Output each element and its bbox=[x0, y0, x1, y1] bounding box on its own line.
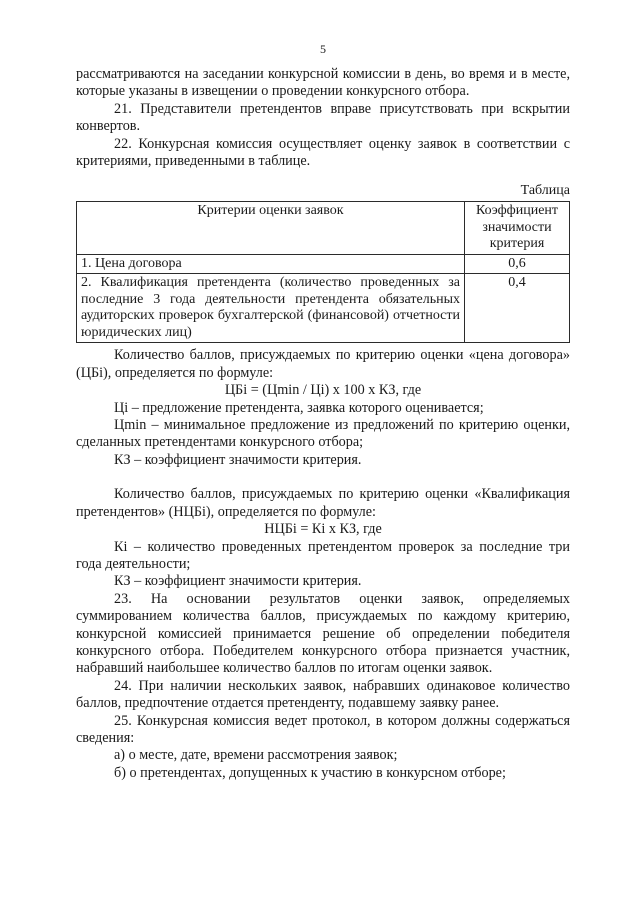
header-coefficient: Коэффициент значимости критерия bbox=[465, 202, 570, 255]
table-row bbox=[77, 254, 570, 274]
qual-def-kz: КЗ – коэффициент значимости критерия. bbox=[114, 573, 362, 590]
paragraph-continuation: рассматриваются на заседании конкурсной комиссии в день, во время и в месте, которые указаны в извещении о проведении конкурсного отбора. bbox=[76, 66, 570, 100]
table-row bbox=[77, 274, 570, 343]
table-caption: Таблица bbox=[520, 183, 570, 199]
price-def-ci: Цi – предложение претендента, заявка которого оценивается; bbox=[114, 399, 484, 416]
criterion-cell: 1. Цена договора bbox=[77, 254, 465, 274]
paragraph-23: 23. На основании результатов оценки заявок, определяемых суммированием количества баллов, присуждаемых по каждому критерию, конкурсной комиссией принимается решение об определении победителя конкурсного отбора. Победителем конкурсного отбора признается участник, набравший наибольшее количество баллов по итогам оценки заявок. bbox=[76, 590, 570, 677]
criterion-cell: 2. Квалификация претендента (количество проведенных за последние 3 года деятельности претендента обязательных аудиторских проверок бухгалтерской (финансовой) отчетности юридических лиц) bbox=[77, 274, 465, 343]
paragraph-22: 22. Конкурсная комиссия осуществляет оценку заявок в соответствии с критериями, приведенными в таблице. bbox=[76, 135, 570, 170]
paragraph-25: 25. Конкурсная комиссия ведет протокол, в котором должны содержаться сведения: bbox=[76, 712, 570, 746]
criteria-table bbox=[76, 201, 570, 343]
coefficient-cell: 0,4 bbox=[465, 274, 570, 343]
paragraph-21: 21. Представители претендентов вправе присутствовать при вскрытии конвертов. bbox=[76, 100, 570, 135]
price-formula: ЦБi = (Цmin / Цi) x 100 x КЗ, где bbox=[224, 382, 422, 399]
qual-formula: НЦБi = Кi x КЗ, где bbox=[264, 521, 382, 538]
paragraph-25a: а) о месте, дате, времени рассмотрения заявок; bbox=[114, 747, 398, 764]
paragraph-24: 24. При наличии нескольких заявок, набравших одинаковое количество баллов, предпочтение отдается претенденту, подавшему заявку ранее. bbox=[76, 677, 570, 712]
paragraph-25b: б) о претендентах, допущенных к участию в конкурсном отборе; bbox=[114, 764, 506, 781]
page-number: 5 bbox=[320, 42, 326, 56]
header-criteria: Критерии оценки заявок bbox=[77, 202, 465, 255]
table-header-row bbox=[77, 202, 570, 255]
price-def-kz: КЗ – коэффициент значимости критерия. bbox=[114, 451, 362, 468]
price-intro: Количество баллов, присуждаемых по критерию оценки «цена договора» (ЦБi), определяется по формуле: bbox=[76, 347, 570, 381]
qual-intro: Количество баллов, присуждаемых по критерию оценки «Квалификация претендентов» (НЦБi), определяется по формуле: bbox=[76, 486, 570, 520]
qual-def-ki: Кi – количество проведенных претендентом проверок за последние три года деятельности; bbox=[76, 538, 570, 572]
coefficient-cell: 0,6 bbox=[465, 254, 570, 274]
price-def-cmin: Цmin – минимальное предложение из предложений по критерию оценки, сделанных претендентами конкурсного отбора; bbox=[76, 417, 570, 451]
